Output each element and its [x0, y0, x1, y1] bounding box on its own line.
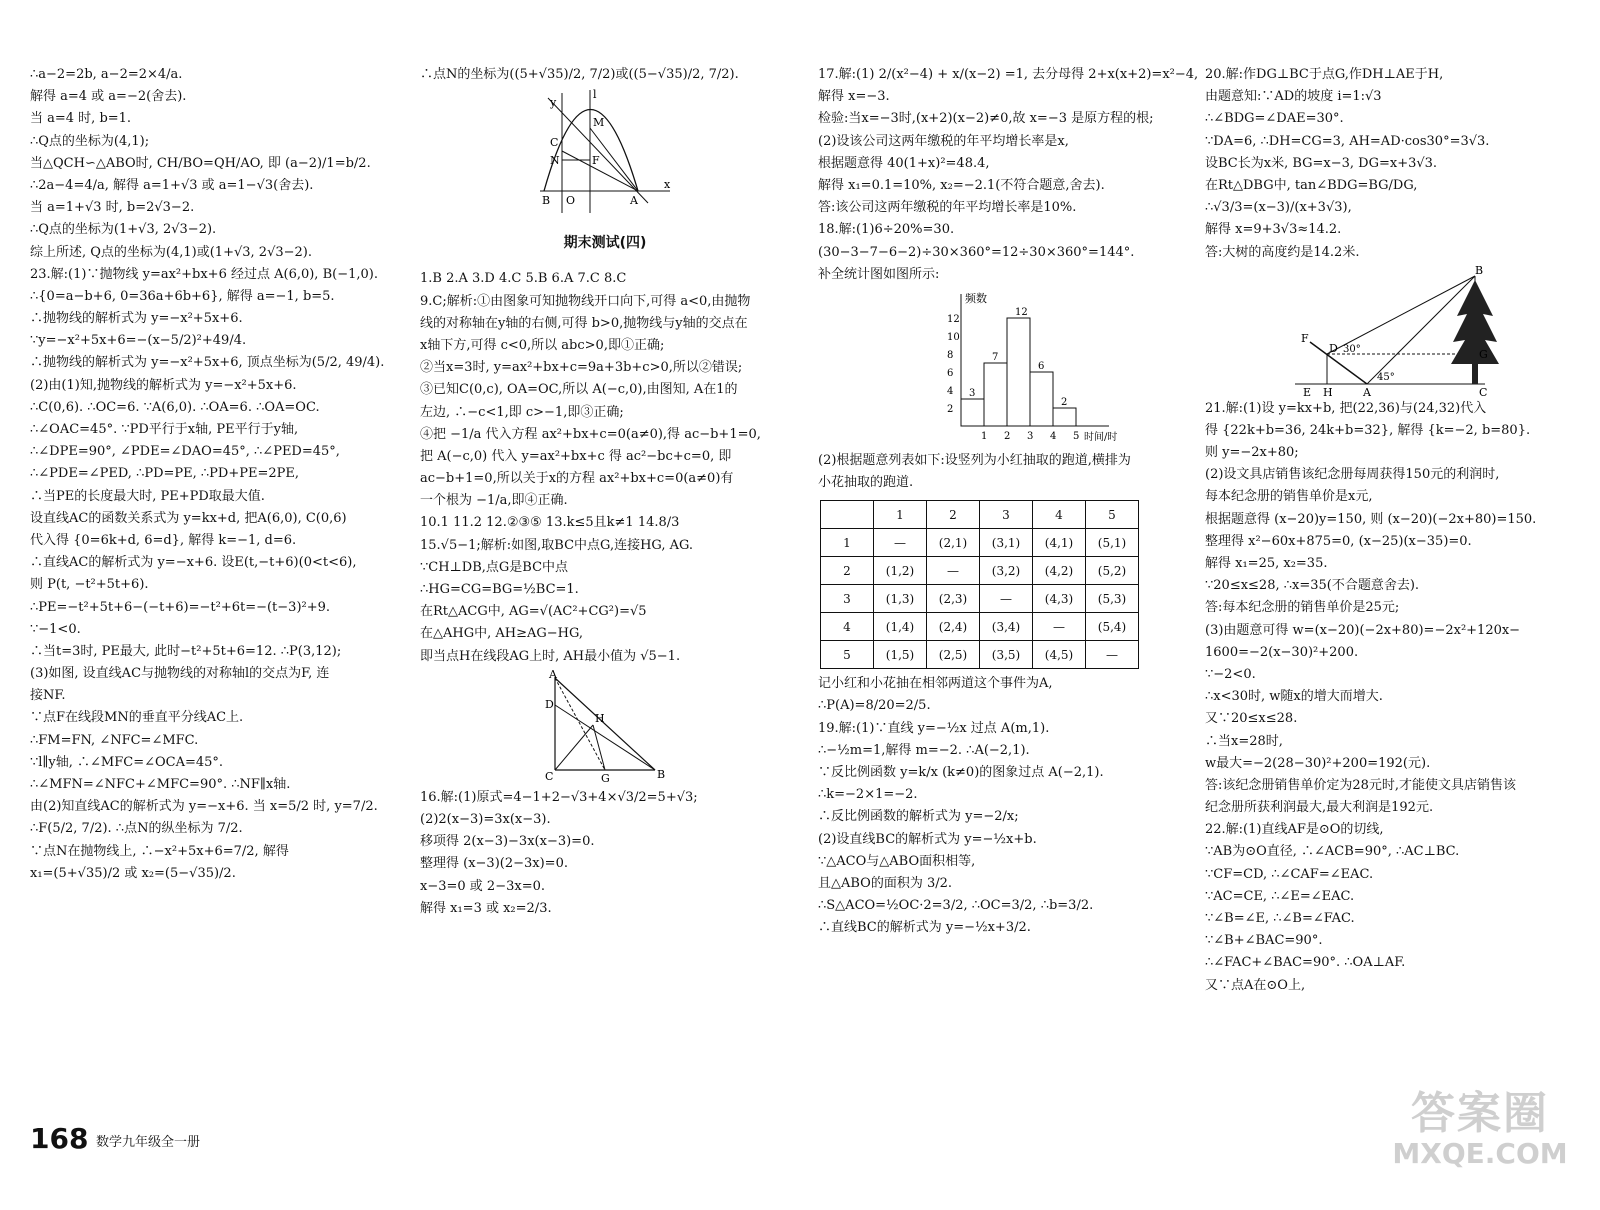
text-line: (3)由题意可得 w=(x−20)(−2x+80)=−2x²+120x−: [1205, 622, 1521, 638]
text-line: 当 a=4 时, b=1.: [30, 111, 132, 127]
table-row: [821, 501, 1139, 529]
text-line: 线的对称轴在y轴的右侧,可得 b>0,抛物线与y轴的交点在: [420, 315, 748, 331]
y-tick-label: 4: [947, 385, 954, 397]
text-line: 且△ABO的面积为 3/2.: [818, 875, 953, 891]
text-line: 答:每本纪念册的销售单价是25元;: [1205, 600, 1400, 616]
text-line: ∴FM=FN, ∠NFC=∠MFC.: [30, 732, 199, 748]
text-line: 19.解:(1)∵直线 y=−½x 过点 A(m,1).: [818, 720, 1050, 736]
fig-label: B: [1475, 263, 1484, 277]
x-tick-label: 4: [1050, 430, 1057, 442]
text-line: ∴∠DPE=90°, ∠PDE=∠DAO=45°, ∴∠PED=45°,: [30, 444, 340, 460]
bar: [1030, 372, 1053, 426]
text-line: x轴下方,可得 c<0,所以 abc>0,即①正确;: [420, 337, 665, 353]
table-cell: (1,2): [874, 557, 927, 585]
text-line: ∴当t=3时, PE最大, 此时−t²+5t+6=12. ∴P(3,12);: [30, 643, 342, 659]
fig-label: G: [1479, 347, 1488, 361]
text-line: ∴{0=a−b+6, 0=36a+6b+6}, 解得 a=−1, b=5.: [30, 288, 335, 304]
fig-label: l: [593, 88, 597, 102]
text-line: ∵AB为⊙O直径, ∴∠ACB=90°, ∴AC⊥BC.: [1205, 844, 1460, 860]
text-line: 检验:当x=−3时,(x+2)(x−2)≠0,故 x=−3 是原方程的根;: [818, 111, 1154, 127]
fig-label: A: [549, 667, 557, 681]
text-line: ∴当x=28时,: [1205, 733, 1283, 749]
table-cell: (2,5): [927, 641, 980, 669]
text-line: 解得 x₁=3 或 x₂=2/3.: [420, 900, 552, 916]
watermark-url: MXQE.COM: [1392, 1137, 1568, 1170]
text-line: ∴2a−4=4/a, 解得 a=1+√3 或 a=1−√3(舍去).: [30, 177, 314, 193]
frequency-bar-chart: [889, 288, 1118, 448]
y-axis-label: 频数: [965, 291, 987, 305]
x-tick-label: 3: [1027, 430, 1034, 442]
text-line: ∴Q点的坐标为(4,1);: [30, 133, 150, 149]
text-line: 根据题意得 40(1+x)²=48.4,: [818, 155, 990, 171]
text-line: ∴−½m=1,解得 m=−2. ∴A(−2,1).: [818, 742, 1030, 758]
text-line: (3)如图, 设直线AC与抛物线的对称轴l的交点为F, 连: [30, 666, 330, 682]
text-line: 纪念册所获利润最大,最大利润是192元.: [1205, 800, 1434, 816]
fig-label: A: [1363, 385, 1371, 399]
text-line: ∵△ACO与△ABO面积相等,: [818, 853, 976, 869]
text-line: ∵∠B+∠BAC=90°.: [1205, 933, 1323, 949]
text-line: ∴k=−2×1=−2.: [818, 787, 918, 803]
fig-label: D: [545, 697, 554, 711]
text-line: (2)设直线BC的解析式为 y=−½x+b.: [818, 831, 1037, 847]
text-line: 当△QCH∽△ABO时, CH/BO=QH/AO, 即 (a−2)/1=b/2.: [30, 155, 371, 171]
text-line: ∴PE=−t²+5t+6−(−t+6)=−t²+6t=−(t−3)²+9.: [30, 599, 331, 615]
text-line: w最大=−2(28−30)²+200=192(元).: [1205, 755, 1431, 771]
y-tick-label: 6: [947, 367, 954, 379]
table-cell: 4: [821, 613, 874, 641]
text-line: ∵点F在线段MN的垂直平分线AC上.: [30, 710, 244, 726]
text-line: 接NF.: [30, 688, 66, 704]
text-line: (2)设文具店销售该纪念册每周获得150元的利润时,: [1205, 467, 1500, 483]
table-cell: —: [1033, 613, 1086, 641]
text-line: 综上所述, Q点的坐标为(4,1)或(1+√3, 2√3−2).: [30, 244, 312, 260]
outcome-table: [820, 500, 1139, 669]
watermark: [1380, 1090, 1580, 1170]
bar-value-label: 6: [1038, 360, 1045, 372]
text-line: 移项得 2(x−3)−3x(x−3)=0.: [420, 834, 595, 850]
fig-label: 45°: [1377, 371, 1395, 383]
text-line: ∵l∥y轴, ∴∠MFC=∠OCA=45°.: [30, 754, 224, 770]
fig-label: C: [1479, 385, 1488, 399]
text-line: ∴x<30时, w随x的增大而增大.: [1205, 689, 1383, 705]
fig-label: y: [550, 96, 557, 110]
text-line: ③已知C(0,c), OA=OC,所以 A(−c,0),由图知, A在1的: [420, 382, 738, 398]
table-cell: (3,2): [980, 557, 1033, 585]
text-line: ∵CH⊥DB,点G是BC中点: [420, 559, 569, 575]
table-cell: (5,3): [1086, 585, 1139, 613]
text-line: 在△AHG中, AH≥AG−HG,: [420, 626, 584, 642]
text-line: ∴直线BC的解析式为 y=−½x+3/2.: [818, 920, 1031, 936]
table-cell: (3,1): [980, 529, 1033, 557]
text-line: 在Rt△DBG中, tan∠BDG=BG/DG,: [1205, 177, 1418, 193]
text-line: 23.解:(1)∵抛物线 y=ax²+bx+6 经过点 A(6,0), B(−1,0).: [30, 266, 378, 282]
table-row: [821, 557, 1139, 585]
text-line: x−3=0 或 2−3x=0.: [420, 878, 545, 894]
text-line: ∴C(0,6). ∴OC=6. ∵A(6,0). ∴OA=6. ∴OA=OC.: [30, 399, 320, 415]
text-line: 解得 x₁=0.1=10%, x₂=−2.1(不符合题意,舍去).: [818, 177, 1105, 193]
text-line: (2)2(x−3)=3x(x−3).: [420, 811, 551, 827]
table-cell: 5: [821, 641, 874, 669]
text-line: ∵−2<0.: [1205, 666, 1256, 682]
text-line: ∴点N的坐标为((5+√35)/2, 7/2)或((5−√35)/2, 7/2).: [420, 67, 739, 82]
text-line: 15.√5−1;解析:如图,取BC中点G,连接HG, AG.: [420, 537, 694, 553]
text-line: 整理得 x²−60x+875=0, (x−25)(x−35)=0.: [1205, 533, 1472, 549]
text-line: ∴抛物线的解析式为 y=−x²+5x+6, 顶点坐标为(5/2, 49/4).: [30, 355, 385, 371]
table-cell: 5: [1086, 501, 1139, 529]
text-line: ②当x=3时, y=ax²+bx+c=9a+3b+c>0,所以②错误;: [420, 360, 743, 376]
text-line: ∵反比例函数 y=k/x (k≠0)的图象过点 A(−2,1).: [818, 765, 1104, 780]
table-cell: —: [927, 557, 980, 585]
text-line: ∵点N在抛物线上, ∴−x²+5x+6=7/2, 解得: [30, 843, 289, 859]
fig-label: B: [542, 194, 551, 208]
text-line: 答:该公司这两年缴税的年平均增长率是10%.: [818, 200, 1077, 216]
x-tick-label: 2: [1004, 430, 1011, 442]
text-line: 根据题意得 (x−20)y=150, 则 (x−20)(−2x+80)=150.: [1205, 511, 1537, 527]
fig-label: x: [664, 178, 671, 192]
column-3: [818, 64, 1199, 940]
text-line: 得 {22k+b=36, 24k+b=32}, 解得 {k=−2, b=80}.: [1205, 422, 1531, 438]
text-line: 每本纪念册的销售单价是x元,: [1205, 489, 1373, 505]
bar: [1007, 318, 1030, 426]
table-row: [821, 529, 1139, 557]
table-cell: 4: [1033, 501, 1086, 529]
text-line: ∴F(5/2, 7/2). ∴点N的纵坐标为 7/2.: [30, 821, 243, 837]
text-line: (2)由(1)知,抛物线的解析式为 y=−x²+5x+6.: [30, 377, 297, 393]
text-line: ∴√3/3=(x−3)/(x+3√3),: [1205, 200, 1352, 216]
table-cell: (4,2): [1033, 557, 1086, 585]
table-cell: 2: [821, 557, 874, 585]
text-line: 21.解:(1)设 y=kx+b, 把(22,36)与(24,32)代入: [1205, 400, 1487, 416]
text-line: 解得 x=9+3√3≈14.2.: [1205, 222, 1342, 238]
text-line: 解得 x=−3.: [818, 89, 890, 105]
text-line: 9.C;解析:①由图象可知抛物线开口向下,可得 a<0,由抛物: [420, 293, 751, 309]
fig-label: H: [1323, 385, 1333, 399]
text-line: 1.B 2.A 3.D 4.C 5.B 6.A 7.C 8.C: [420, 271, 627, 287]
table-cell: 1: [821, 529, 874, 557]
text-line: 设BC长为x米, BG=x−3, DG=x+3√3.: [1205, 155, 1438, 171]
text-line: 由题意知:∵AD的坡度 i=1:√3: [1205, 89, 1382, 105]
page-number: 168: [30, 1122, 89, 1155]
table-cell: (2,4): [927, 613, 980, 641]
text-line: 则 y=−2x+80;: [1205, 445, 1299, 461]
y-tick-label: 10: [947, 331, 960, 343]
triangle-figure: [535, 667, 675, 785]
bar: [1053, 408, 1076, 426]
y-tick-label: 2: [947, 403, 954, 415]
text-line: ∴直线AC的解析式为 y=−x+6. 设E(t,−t+6)(0<t<6),: [30, 555, 357, 571]
table-row: [821, 585, 1139, 613]
table-cell: 3: [821, 585, 874, 613]
table-cell: (3,4): [980, 613, 1033, 641]
text-line: ∵AC=CE, ∴∠E=∠EAC.: [1205, 888, 1355, 904]
table-cell: (4,1): [1033, 529, 1086, 557]
text-line: 又∵20≤x≤28.: [1205, 711, 1298, 727]
fig-label: D: [1329, 341, 1338, 355]
column-1: [30, 64, 400, 885]
text-line: 16.解:(1)原式=4−1+2−√3+4×√3/2=5+√3;: [420, 789, 698, 805]
fig-label: M: [593, 116, 605, 130]
table-cell: (2,3): [927, 585, 980, 613]
table-cell: [821, 501, 874, 529]
table-cell: 2: [927, 501, 980, 529]
book-title: 数学九年级全一册: [96, 1135, 201, 1150]
text-line: 把 A(−c,0) 代入 y=ax²+bx+c 得 ac²−bc+c=0, 即: [420, 448, 732, 464]
x-tick-label: 1: [981, 430, 988, 442]
text-line: ∴∠FAC+∠BAC=90°. ∴OA⊥AF.: [1205, 955, 1406, 971]
text-line: 当 a=1+√3 时, b=2√3−2.: [30, 200, 195, 216]
text-line: 补全统计图如图所示:: [818, 266, 940, 282]
watermark-name: 答案圈: [1411, 1088, 1549, 1139]
text-line: 解得 a=4 或 a=−2(舍去).: [30, 89, 187, 105]
text-line: 在Rt△ACG中, AG=√(AC²+CG²)=√5: [420, 604, 647, 620]
text-line: x₁=(5+√35)/2 或 x₂=(5−√35)/2.: [30, 865, 236, 881]
text-line: ∴Q点的坐标为(1+√3, 2√3−2).: [30, 222, 217, 238]
text-line: ∴∠BDG=∠DAE=30°.: [1205, 111, 1344, 127]
parabola-figure: [530, 88, 680, 218]
text-line: ∵DA=6, ∴DH=CG=3, AH=AD·cos30°=3√3.: [1205, 133, 1490, 149]
text-line: ∴当PE的长度最大时, PE+PD取最大值.: [30, 488, 265, 504]
fig-label: H: [595, 711, 605, 725]
text-line: ∵20≤x≤28, ∴x=35(不合题意舍去).: [1205, 578, 1420, 594]
text-line: 解得 x₁=25, x₂=35.: [1205, 556, 1328, 571]
text-line: (30−3−7−6−2)÷30×360°=12÷30×360°=144°.: [818, 244, 1135, 260]
text-line: 17.解:(1) 2/(x²−4) + x/(x−2) =1, 去分母得 2+x(x+2)=x²−4,: [818, 67, 1199, 82]
table-cell: (1,4): [874, 613, 927, 641]
text-line: ∴a−2=2b, a−2=2×4/a.: [30, 67, 183, 82]
text-line: ∴抛物线的解析式为 y=−x²+5x+6.: [30, 311, 243, 327]
section-title: 期末测试(四): [563, 235, 647, 252]
fig-label: E: [1303, 385, 1312, 399]
fig-label: A: [630, 194, 638, 208]
text-line: ∴∠MFN=∠NFC+∠MFC=90°. ∴NF∥x轴.: [30, 777, 291, 792]
table-cell: —: [874, 529, 927, 557]
text-line: ∴S△ACO=½OC·2=3/2, ∴OC=3/2, ∴b=3/2.: [818, 898, 1094, 914]
text-line: 答:该纪念册销售单价定为28元时,才能使文具店销售该: [1205, 777, 1517, 793]
y-tick-label: 8: [947, 349, 954, 361]
text-line: 10.1 11.2 12.②③⑤ 13.k≤5且k≠1 14.8/3: [420, 515, 680, 531]
bar-value-label: 3: [969, 387, 976, 399]
table-cell: (1,3): [874, 585, 927, 613]
bar: [961, 399, 984, 426]
table-cell: (5,2): [1086, 557, 1139, 585]
text-line: ∴反比例函数的解析式为 y=−2/x;: [818, 809, 1019, 825]
fig-label: 30°: [1343, 343, 1361, 355]
text-line: ∵−1<0.: [30, 621, 81, 637]
table-cell: —: [1086, 641, 1139, 669]
table-cell: (4,5): [1033, 641, 1086, 669]
table-cell: (3,5): [980, 641, 1033, 669]
fig-label: F: [592, 154, 600, 168]
table-row: [821, 641, 1139, 669]
fig-label: O: [566, 194, 576, 208]
fig-label: C: [545, 769, 554, 783]
text-line: ac−b+1=0,所以关于x的方程 ax²+bx+c=0(a≠0)有: [420, 471, 734, 487]
text-line: 则 P(t, −t²+5t+6).: [30, 577, 149, 593]
table-cell: 1: [874, 501, 927, 529]
text-line: 即当点H在线段AG上时, AH最小值为 √5−1.: [420, 648, 681, 664]
table-cell: (5,1): [1086, 529, 1139, 557]
text-line: ④把 −1/a 代入方程 ax²+bx+c=0(a≠0),得 ac−b+1=0,: [420, 426, 761, 442]
text-line: 整理得 (x−3)(2−3x)=0.: [420, 856, 568, 872]
y-tick-label: 12: [947, 313, 960, 325]
bar-value-label: 12: [1015, 306, 1028, 318]
bar: [984, 363, 1007, 426]
bar-value-label: 2: [1061, 396, 1068, 408]
text-line: 18.解:(1)6÷20%=30.: [818, 222, 955, 238]
text-line: (2)设该公司这两年缴税的年平均增长率是x,: [818, 133, 1069, 149]
text-line: 一个根为 −1/a,即④正确.: [420, 493, 568, 509]
text-line: 记小红和小花抽在相邻两道这个事件为A,: [818, 676, 1053, 692]
fig-label: F: [1301, 331, 1309, 345]
fig-label: B: [657, 767, 666, 781]
text-line: ∵∠B=∠E, ∴∠B=∠FAC.: [1205, 911, 1355, 926]
fig-label: N: [550, 154, 560, 168]
fig-label: G: [601, 771, 610, 785]
column-4: [1205, 64, 1575, 997]
text-line: 代入得 {0=6k+d, 6=d}, 解得 k=−1, d=6.: [30, 532, 297, 548]
text-line: ∵CF=CD, ∴∠CAF=∠EAC.: [1205, 866, 1374, 882]
table-row: [821, 613, 1139, 641]
text-line: ∵y=−x²+5x+6=−(x−5/2)²+49/4.: [30, 333, 247, 349]
text-line: 小花抽取的跑道.: [818, 475, 914, 491]
table-cell: (4,3): [1033, 585, 1086, 613]
text-line: 22.解:(1)直线AF是⊙O的切线,: [1205, 822, 1384, 838]
text-line: 答:大树的高度约是14.2米.: [1205, 244, 1360, 260]
table-cell: (5,4): [1086, 613, 1139, 641]
table-cell: 3: [980, 501, 1033, 529]
table-cell: (2,1): [927, 529, 980, 557]
x-tick-label: 5: [1073, 430, 1080, 442]
text-line: ∴∠PDE=∠PED, ∴PD=PE, ∴PD+PE=2PE,: [30, 466, 300, 482]
text-line: ∴∠OAC=45°. ∵PD平行于x轴, PE平行于y轴,: [30, 422, 299, 437]
text-line: 又∵点A在⊙O上,: [1205, 977, 1306, 993]
text-line: 由(2)知直线AC的解析式为 y=−x+6. 当 x=5/2 时, y=7/2.: [30, 799, 378, 815]
text-line: ∴HG=CG=BG=½BC=1.: [420, 582, 579, 598]
text-line: (2)根据题意列表如下:设竖列为小红抽取的跑道,横排为: [818, 452, 1131, 468]
text-line: 左边, ∴−c<1,即 c>−1,即③正确;: [420, 404, 624, 420]
table-cell: (1,5): [874, 641, 927, 669]
bar-value-label: 7: [992, 351, 999, 363]
table-cell: —: [980, 585, 1033, 613]
column-2: [420, 64, 790, 920]
x-axis-label: 时间/时: [1084, 431, 1118, 443]
fig-label: C: [550, 136, 559, 150]
text-line: 20.解:作DG⊥BC于点G,作DH⊥AE于H,: [1205, 67, 1444, 82]
tree-slope-figure: [1285, 263, 1495, 399]
text-line: ∴P(A)=8/20=2/5.: [818, 698, 931, 714]
text-line: 1600=−2(x−30)²+200.: [1205, 644, 1359, 660]
text-line: 设直线AC的函数关系式为 y=kx+d, 把A(6,0), C(0,6): [30, 510, 347, 526]
